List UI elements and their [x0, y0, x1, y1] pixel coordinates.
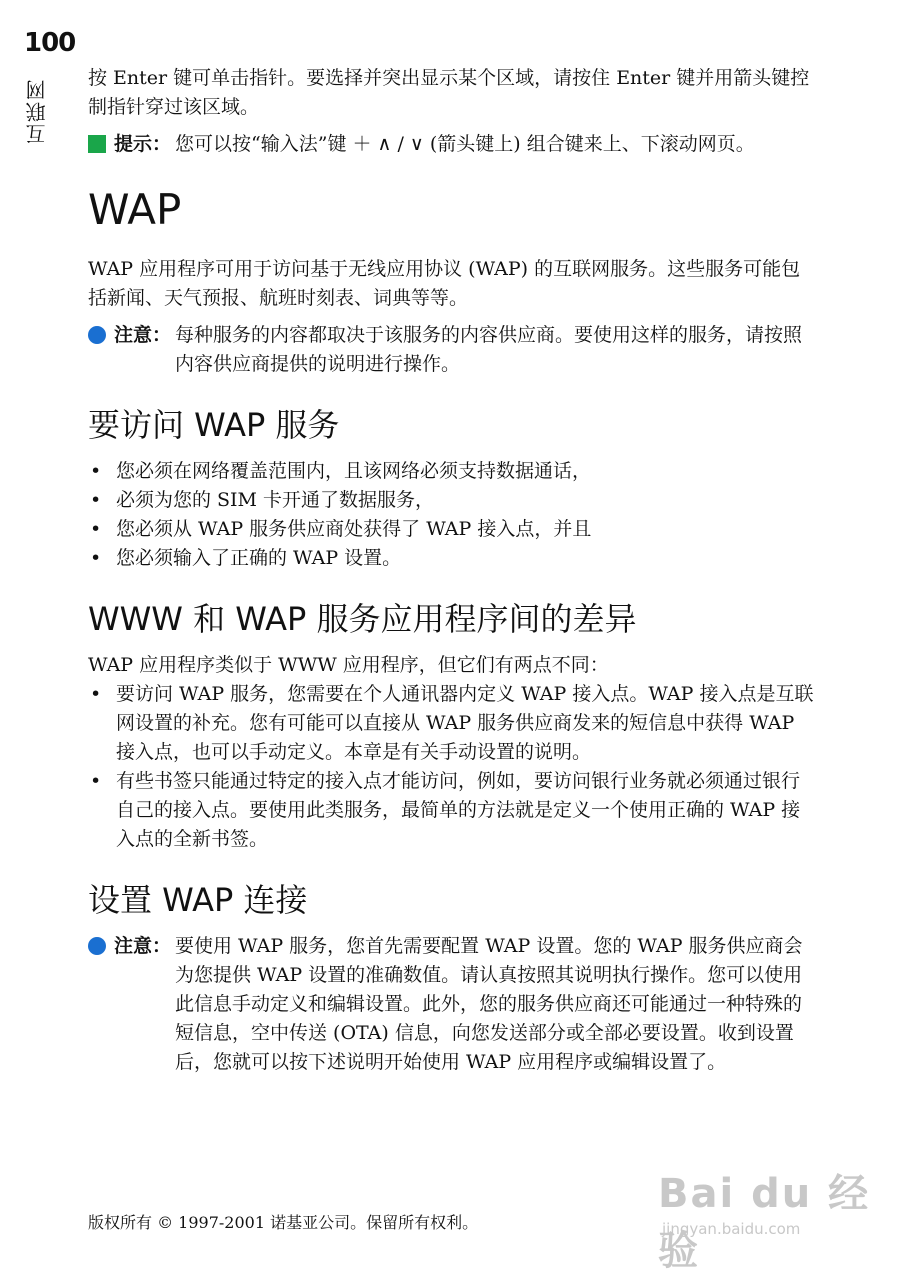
wap-heading: WAP	[88, 185, 182, 234]
watermark-logo: Bai du 经验	[658, 1171, 871, 1274]
intro-paragraph: 按 Enter 键可单击指针。要选择并突出显示某个区域，请按住 Enter 键并用箭头键控制指针穿过该区域。	[88, 67, 810, 118]
tip-text: 您可以按“输入法”键 ＋ ∧ / ∨ (箭头键上) 组合键来上、下滚动网页。	[175, 133, 755, 155]
copyright-footer: 版权所有 © 1997-2001 诺基亚公司。保留所有权利。	[88, 1213, 479, 1232]
wap-note	[88, 321, 816, 379]
watermark-url: jingyan.baidu.com	[662, 1220, 801, 1238]
bullet-icon: •	[90, 518, 102, 540]
chapter-side-tab: 互联网	[25, 78, 49, 144]
bullet-icon: •	[90, 547, 102, 569]
bullet-icon: •	[90, 770, 102, 792]
diff-list	[88, 680, 816, 854]
access-list	[88, 457, 816, 573]
diff-heading: WWW 和 WAP 服务应用程序间的差异	[88, 600, 637, 638]
list-item-text: 您必须从 WAP 服务供应商处获得了 WAP 接入点，并且	[116, 518, 592, 540]
bullet-icon: •	[90, 460, 102, 482]
list-item	[88, 486, 816, 515]
list-item	[88, 457, 816, 486]
list-item	[88, 680, 816, 767]
list-item-text: 有些书签只能通过特定的接入点才能访问，例如，要访问银行业务就必须通过银行自己的接入点。要使用此类服务，最简单的方法就是定义一个使用正确的 WAP 接入点的全新书签。	[116, 770, 801, 850]
bullet-icon: •	[90, 489, 102, 511]
tip-note	[88, 130, 816, 159]
access-heading: 要访问 WAP 服务	[88, 406, 340, 444]
diff-paragraph: WAP 应用程序类似于 WWW 应用程序，但它们有两点不同：	[88, 654, 609, 676]
note-circle-icon	[88, 326, 106, 344]
list-item	[88, 544, 816, 573]
page-number: 100	[24, 28, 76, 58]
note-circle-icon	[88, 937, 106, 955]
tip-square-icon	[88, 135, 106, 153]
list-item	[88, 515, 816, 544]
note-label: 注意：	[114, 935, 172, 957]
bullet-icon: •	[90, 683, 102, 705]
note-text: 要使用 WAP 服务，您首先需要配置 WAP 设置。您的 WAP 服务供应商会为您提供 WAP 设置的准确数值。请认真按照其说明执行操作。您可以使用此信息手动定义和编辑设置。此外，您的服务供应商还可能通过一种特殊的短信息，空中传送 (OTA) 信息，向您发送部分或全部必要设置。收到设置后，您就可以按下述说明开始使用 WAP 应用程序或编辑设置了。	[175, 935, 803, 1073]
list-item-text: 必须为您的 SIM 卡开通了数据服务，	[116, 489, 435, 511]
list-item-text: 您必须在网络覆盖范围内，且该网络必须支持数据通话，	[116, 460, 592, 482]
page-content	[88, 64, 816, 1077]
note-text: 每种服务的内容都取决于该服务的内容供应商。要使用这样的服务，请按照内容供应商提供的说明进行操作。	[175, 324, 803, 375]
wap-paragraph: WAP 应用程序可用于访问基于无线应用协议 (WAP) 的互联网服务。这些服务可能包括新闻、天气预报、航班时刻表、词典等等。	[88, 258, 801, 309]
list-item-text: 要访问 WAP 服务，您需要在个人通讯器内定义 WAP 接入点。WAP 接入点是互联网设置的补充。您有可能可以直接从 WAP 服务供应商发来的短信息中获得 WAP 接入点，也可以手动定义。本章是有关手动设置的说明。	[116, 683, 814, 763]
tip-label: 提示：	[114, 133, 172, 155]
list-item	[88, 767, 816, 854]
setup-heading: 设置 WAP 连接	[88, 881, 308, 919]
watermark	[658, 1138, 878, 1274]
list-item-text: 您必须输入了正确的 WAP 设置。	[116, 547, 402, 569]
note-label: 注意：	[114, 324, 172, 346]
setup-note	[88, 932, 816, 1077]
